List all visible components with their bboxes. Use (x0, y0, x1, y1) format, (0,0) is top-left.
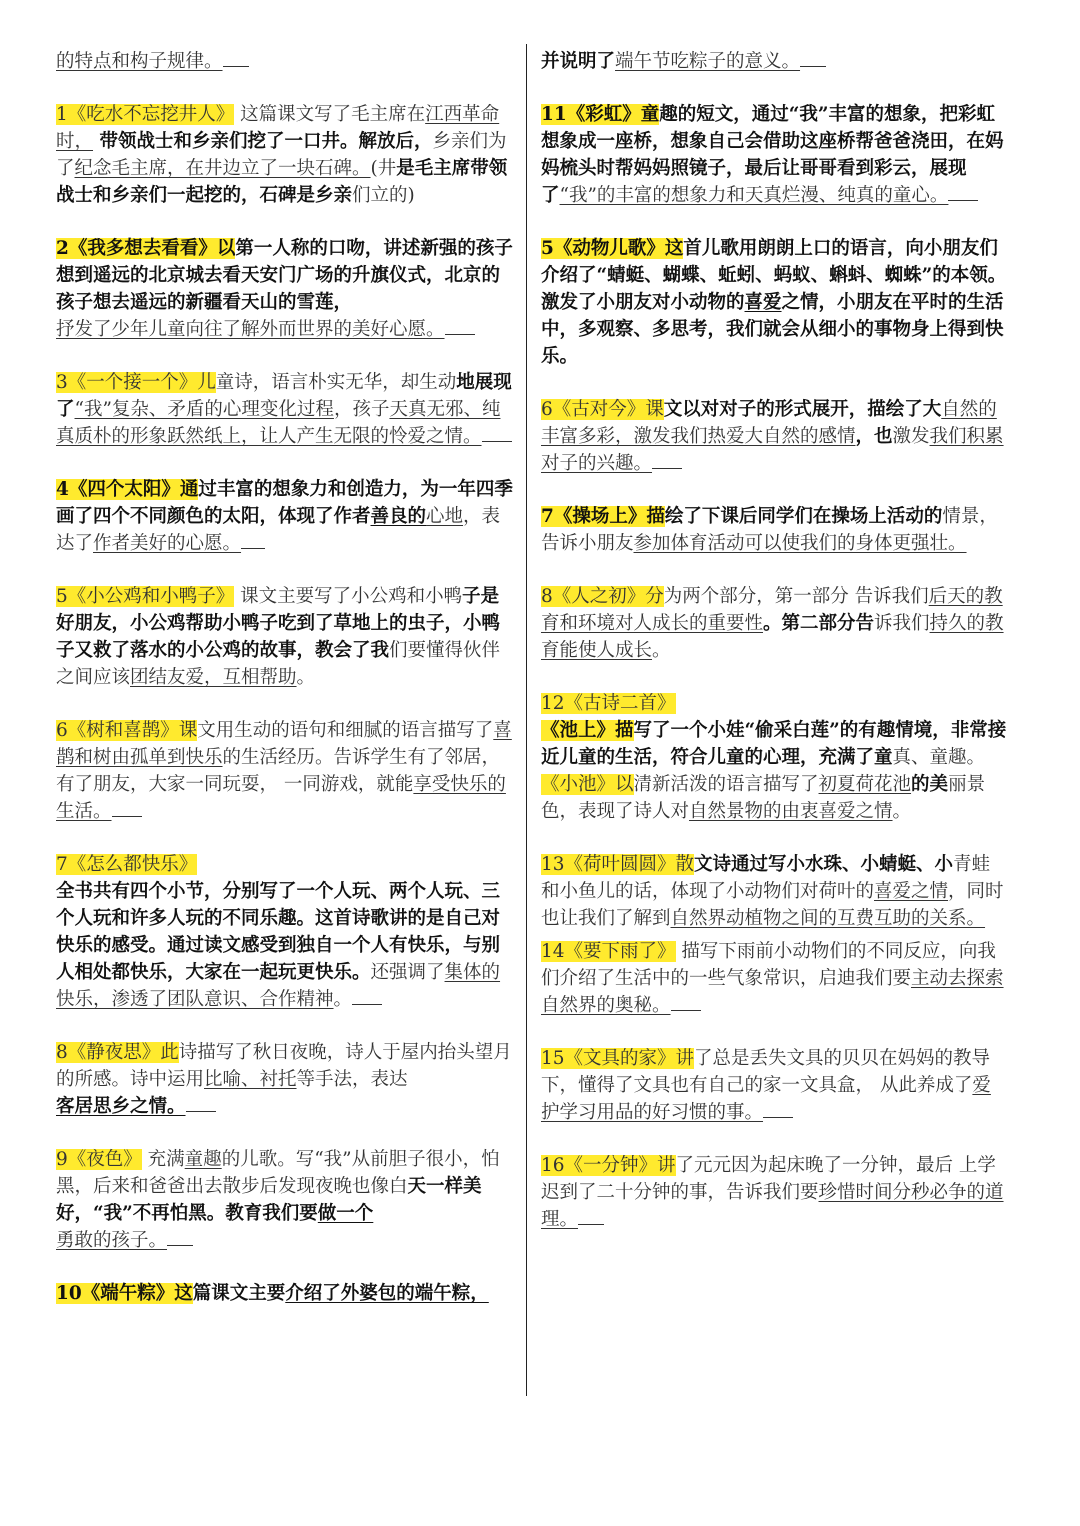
item-title: 3《一个接一个》儿 (56, 372, 216, 393)
column-divider (526, 44, 527, 1396)
item-1: 1《吃水不忘挖井人》 这篇课文写了毛主席在江西革命时， 带领战士和乡亲们挖了一口井。解放后，乡亲们为了纪念毛主席，在井边立了一块石碑。(井是毛主席带领战士和乡亲们一起挖的，石碑是乡亲们立的) (56, 104, 508, 206)
item-title: 10《端午粽》这 (56, 1283, 193, 1304)
left-fragment (56, 48, 516, 75)
item-11: 11《彩虹》童趣的短文，通过“我”丰富的想象，把彩虹想象成一座桥，想象自己会借助这座桥帮爸爸浇田，在妈妈梳头时帮妈妈照镜子，最后让哥哥看到彩云，展现了“我”的丰富的想象力和天真烂漫、纯真的童心。 (541, 104, 1004, 206)
poem-title: 《小池》以 (541, 774, 634, 795)
poem-title: 《池上》描 (541, 720, 634, 741)
item-title: 14《要下雨了》 (541, 941, 676, 962)
item-gu-dui-jin: 6《古对今》课文以对对子的形式展开，描绘了大自然的丰富多彩，激发我们热爱大自然的感情，也激发我们积累对子的兴趣。 (541, 399, 1004, 474)
item-title: 12《古诗二首》 (541, 693, 676, 714)
item-8: 8《静夜思》此诗描写了秋日夜晚，诗人于屋内抬头望月的所感。诗中运用比喻、衬托等手法，表达 客居思乡之情。 (56, 1042, 512, 1117)
item-7: 7《怎么都快乐》 全书共有四个小节，分别写了一个人玩、两个人玩、三个人玩和许多人玩的不同乐趣。这首诗歌讲的是自己对快乐的感受。通过读文感受到独自一个人有快乐，与别人相处都快乐，大家在一起玩更快乐。还强调了集体的快乐，渗透了团队意识、合作精神。 (56, 854, 501, 1010)
item-title: 6《树和喜鹊》课 (56, 720, 198, 741)
right-fragment: 并说明了端午节吃粽子的意义。 (541, 48, 1007, 75)
item-title: 1《吃水不忘挖井人》 (56, 104, 235, 125)
item-playground: 7《操场上》描绘了下课后同学们在操场上活动的情景，告诉小朋友参加体育活动可以使我们的身体更强壮。 (541, 506, 998, 554)
left-column (56, 48, 516, 1333)
item-10: 10《端午粽》这篇课文主要介绍了外婆包的端午粽， (56, 1283, 489, 1304)
item-title: 13《荷叶圆圆》散 (541, 854, 695, 875)
item-title: 16《一分钟》讲 (541, 1155, 676, 1176)
item-ren-zhi-chu: 8《人之初》分为两个部分，第一部分 告诉我们后天的教育和环境对人成长的重要性。第二部分告诉我们持久的教育能使人成长。 (541, 586, 1004, 661)
item-title: 9《夜色》 (56, 1149, 142, 1170)
item-16: 16《一分钟》讲了元元因为起床晚了一分钟，最后 上学迟到了二十分钟的事，告诉我们要珍惜时间分秒必争的道理。 (541, 1155, 1004, 1230)
item-3: 3《一个接一个》儿童诗，语言朴实无华，却生动地展现了“我”复杂、矛盾的心理变化过程，孩子天真无邪、纯真质朴的形象跃然纸上，让人产生无限的怜爱之情。 (56, 372, 512, 447)
item-title: 8《静夜思》此 (56, 1042, 179, 1063)
item-title: 15《文具的家》讲 (541, 1048, 695, 1069)
item-6: 6《树和喜鹊》课文用生动的语句和细腻的语言描写了喜鹊和树由孤单到快乐的生活经历。告诉学生有了邻居，有了朋友，大家一同玩耍， 一同游戏，就能享受快乐的生活。 (56, 720, 512, 822)
item-title: 5《小公鸡和小鸭子》 (56, 586, 235, 607)
item-title: 7《操场上》描 (541, 506, 665, 527)
item-title: 11《彩虹》童 (541, 104, 660, 125)
item-title: 5《动物儿歌》这 (541, 238, 684, 259)
item-4: 4《四个太阳》通过丰富的想象力和创造力，为一年四季画了四个不同颜色的太阳，体现了作者善良的心地，表达了作者美好的心愿。 (56, 479, 513, 554)
item-title: 6《古对今》课 (541, 399, 664, 420)
underline-tail (223, 50, 249, 67)
item-2: 2《我多想去看看》以第一人称的口吻，讲述新强的孩子想到遥远的北京城去看天安门广场的升旗仪式，北京的孩子想去遥远的新疆看天山的雪莲， 抒发了少年儿童向往了解外而世界的美好心愿。 (56, 238, 513, 340)
item-animal-song: 5《动物儿歌》这首儿歌用朗朗上口的语言，向小朋友们介绍了“蜻蜓、蝴蝶、蚯蚓、蚂蚁、蝌蚪、蜘蛛”的本领。激发了小朋友对小动物的喜爱之情，小朋友在平时的生活中，多观察、多思考，我们就会从细小的事物身上得到快乐。 (541, 238, 1007, 367)
item-12: 12《古诗二首》 《池上》描写了一个小娃“偷采白莲”的有趣情境，非常接近儿童的生活，符合儿童的心理，充满了童真、童趣。 《小池》以清新活泼的语言描写了初夏荷花池的美丽景色，表现了诗人对自然景物的由衷喜爱之情。 (541, 693, 1007, 822)
item-9: 9《夜色》 充满童趣的儿歌。写“我”从前胆子很小，怕黑，后来和爸爸出去散步后发现夜晚也像白天一样美好，“我”不再怕黑。教育我们要做一个 勇敢的孩子。 (56, 1149, 500, 1251)
item-title: 8《人之初》分 (541, 586, 664, 607)
right-column (541, 48, 1007, 1259)
item-13: 13《荷叶圆圆》散文诗通过写小水珠、小蜻蜓、小青蛙和小鱼儿的话，体现了小动物们对荷叶的喜爱之情，同时也让我们了解到自然界动植物之间的互费互助的关系。 (541, 854, 1004, 929)
item-title: 7《怎么都快乐》 (56, 854, 198, 875)
item-15: 15《文具的家》讲了总是丢失文具的贝贝在妈妈的教导下，懂得了文具也有自己的家一文具盒， 从此养成了爱护学习用品的好习惯的事。 (541, 1048, 991, 1123)
item-title: 4《四个太阳》通 (56, 479, 199, 500)
item-5: 5《小公鸡和小鸭子》 课文主要写了小公鸡和小鸭子是好朋友，小公鸡帮助小鸭子吃到了草地上的虫子，小鸭子又救了落水的小公鸡的故事，教会了我们要懂得伙伴之间应该团结友爱，互相帮助。 (56, 586, 501, 688)
fragment-text: 的特点和构子规律。 (56, 51, 223, 72)
item-title: 2《我多想去看看》以 (56, 238, 236, 259)
item-14: 14《要下雨了》 描写下雨前小动物们的不同反应，向我们介绍了生活中的一些气象常识，启迪我们要主动去探索自然界的奥秘。 (541, 941, 1004, 1016)
